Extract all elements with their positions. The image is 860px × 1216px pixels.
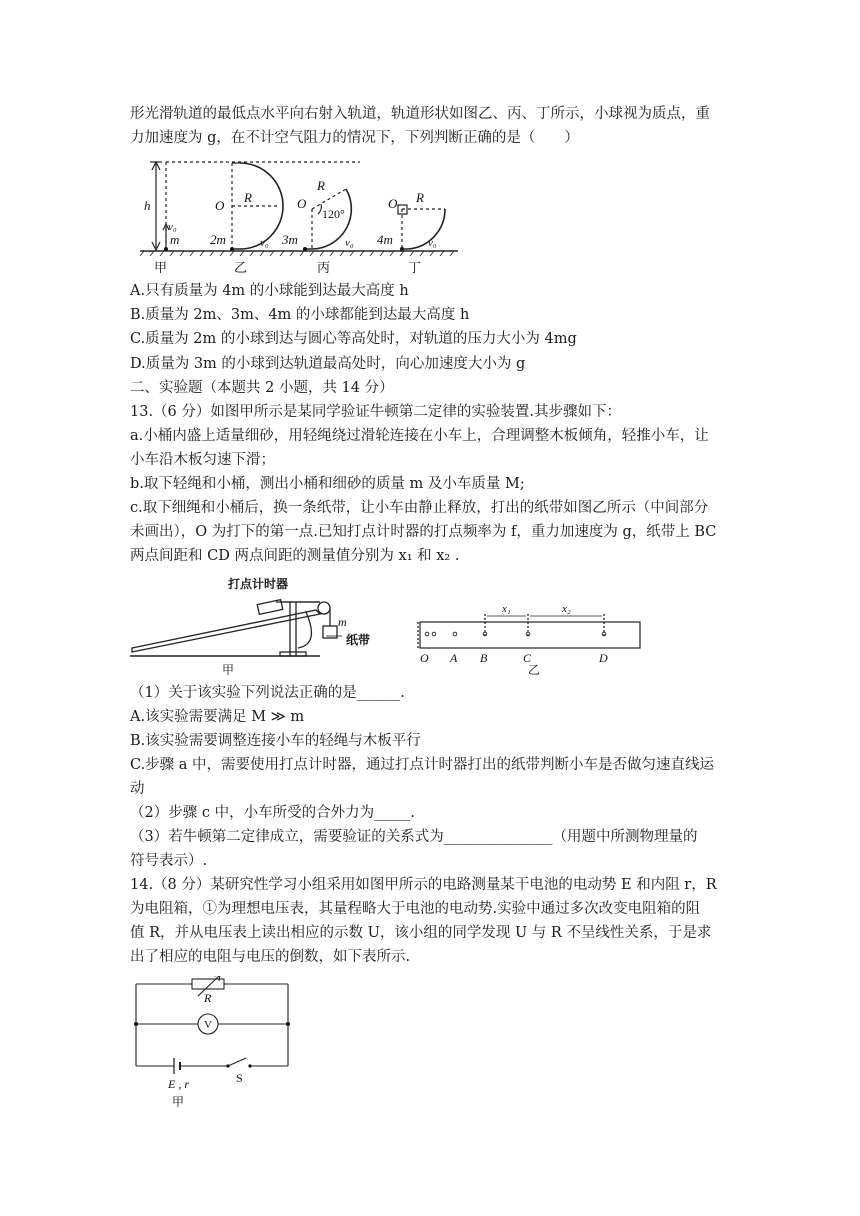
mass-m: m xyxy=(170,232,180,247)
q13-step-c-1: c.取下细绳和小桶后，换一条纸带，让小车由静止释放，打出的纸带如图乙所示（中间部分 xyxy=(130,500,709,516)
fig-jia-label: 甲 xyxy=(222,663,235,677)
circuit-fig-label: 甲 xyxy=(172,1095,185,1109)
q14-line-4: 出了相应的电阻与电压的倒数，如下表所示. xyxy=(130,949,411,965)
q13-part1: （1）关于该实验下列说法正确的是______. xyxy=(130,685,405,701)
q13-part2: （2）步骤 c 中，小车所受的合外力为_____. xyxy=(130,805,415,821)
q14-line-1: 14.（8 分）某研究性学习小组采用如图甲所示的电路测量某干电池的电动势 E 和内阻 r，R xyxy=(130,877,717,893)
q14-line-2: 为电阻箱，①为理想电压表，其量程略大于电池的电动势.实验中通过多次改变电阻箱的阻 xyxy=(130,901,701,917)
q13-part1-option-a: A.该实验需要满足 M ≫ m xyxy=(130,709,305,725)
q13-part3-1: （3）若牛顿第二定律成立，需要验证的关系式为_______________（用题中所测物理量的 xyxy=(130,829,698,845)
point-b: B xyxy=(480,651,488,665)
battery-label: E , r xyxy=(168,1077,189,1091)
v0-label: v₀ xyxy=(168,221,177,233)
v0-yi: v₀ xyxy=(260,237,269,249)
q12-option-c: C.质量为 2m 的小球到达与圆心等高处时，对轨道的压力大小为 4mg xyxy=(130,331,577,347)
tape-label: 纸带 xyxy=(346,633,371,647)
v0-ding: v₀ xyxy=(428,237,437,249)
v0-bing: v₀ xyxy=(345,237,354,249)
o-label-bing: O xyxy=(297,196,307,211)
q13-part3-2: 符号表示）. xyxy=(130,853,208,869)
q13-part1-option-c-2: 动 xyxy=(130,781,145,797)
r-label-ding: R xyxy=(416,190,424,205)
r-label-yi: R xyxy=(244,190,252,205)
q14-line-3: 值 R，并从电压表上读出相应的示数 U，该小组的同学发现 U 与 R 不呈线性关系，于是求 xyxy=(130,925,712,941)
q13-step-c-2: 未画出），O 为打下的第一点.已知打点计时器的打点频率为 f，重力加速度为 g，纸带上 BC xyxy=(130,524,717,540)
x2-label: x₂ xyxy=(562,603,571,615)
q13-part1-option-c-1: C.步骤 a 中，需要使用打点计时器，通过打点计时器打出的纸带判断小车是否做匀速直线运 xyxy=(130,757,715,773)
mass-label: m xyxy=(338,615,347,629)
label-jia: 甲 xyxy=(154,260,168,275)
q13-step-a-2: 小车沿木板匀速下滑； xyxy=(130,452,275,468)
q13-step-a-1: a.小桶内盛上适量细砂，用轻绳绕过滑轮连接在小车上，合理调整木板倾角，轻推小车，让 xyxy=(130,428,709,444)
q13-part1-option-b: B.该实验需要调整连接小车的轻绳与木板平行 xyxy=(130,733,421,749)
q13-step-c-3: 两点间距和 CD 两点间距的测量值分别为 x₁ 和 x₂ . xyxy=(130,548,460,564)
point-c: C xyxy=(523,651,532,665)
o-label-yi: O xyxy=(215,198,225,213)
q13-stem: 13.（6 分）如图甲所示是某同学验证牛顿第二定律的实验装置.其步骤如下： xyxy=(130,404,622,420)
mass-4m: 4m xyxy=(377,232,393,247)
q12-option-d: D.质量为 3m 的小球到达轨道最高处时，向心加速度大小为 g xyxy=(130,356,526,372)
intro-line-1: 形光滑轨道的最低点水平向右射入轨道，轨道形状如图乙、丙、丁所示，小球视为质点，重 xyxy=(130,106,710,122)
fig-yi-label: 乙 xyxy=(528,663,541,677)
mass-3m: 3m xyxy=(282,232,298,247)
point-o: O xyxy=(420,651,429,665)
x1-label: x₁ xyxy=(502,603,511,615)
label-ding: 丁 xyxy=(408,260,422,275)
point-d: D xyxy=(599,651,608,665)
o-label-ding: O xyxy=(388,196,398,211)
q12-option-b: B.质量为 2m、3m、4m 的小球都能到达最大高度 h xyxy=(130,307,470,323)
q13-step-b: b.取下轻绳和小桶，测出小桶和细砂的质量 m 及小车质量 M; xyxy=(130,476,525,492)
intro-line-2: 力加速度为 g，在不计空气阻力的情况下，下列判断正确的是（ ） xyxy=(130,130,579,146)
voltmeter-label: V xyxy=(204,1019,212,1031)
figure-tracks xyxy=(140,156,460,278)
section-heading: 二、实验题（本题共 2 小题，共 14 分） xyxy=(130,380,394,396)
h-label: h xyxy=(144,198,151,213)
switch-label: S xyxy=(236,1071,243,1085)
point-a: A xyxy=(450,651,458,665)
resistor-label: R xyxy=(204,991,212,1005)
figure-apparatus xyxy=(130,572,650,678)
timer-label: 打点计时器 xyxy=(228,577,289,591)
mass-2m: 2m xyxy=(210,232,226,247)
q12-option-a: A.只有质量为 4m 的小球能到达最大高度 h xyxy=(130,283,409,299)
label-bing: 丙 xyxy=(317,260,331,275)
figure-circuit xyxy=(128,976,298,1112)
r-label-bing: R xyxy=(317,178,325,193)
label-yi: 乙 xyxy=(234,260,248,275)
angle-label: 120° xyxy=(322,207,345,221)
